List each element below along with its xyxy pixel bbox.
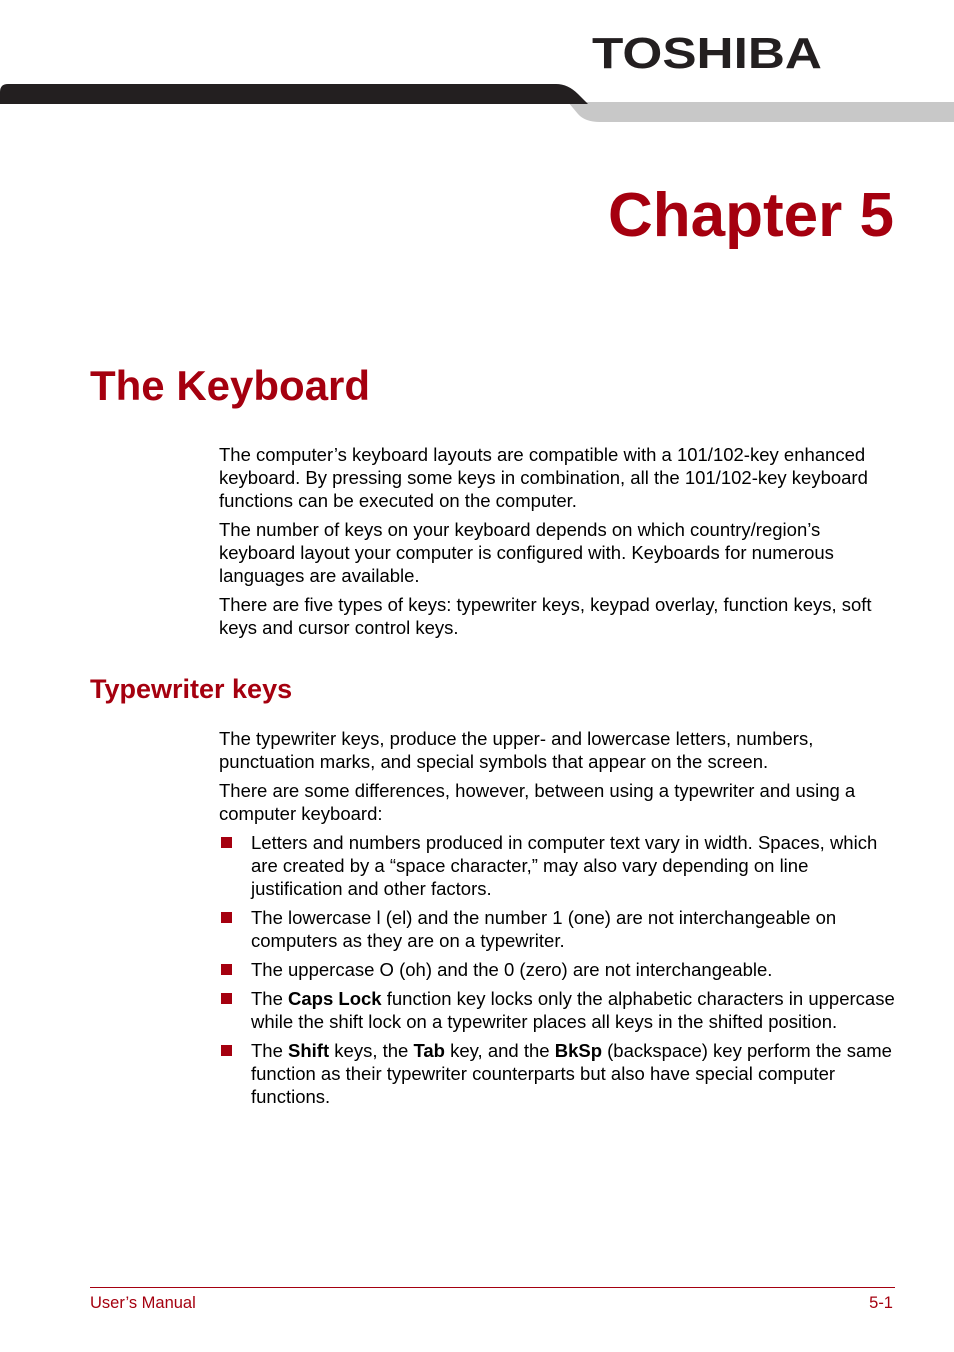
- square-bullet-icon: [221, 837, 232, 848]
- key-name: Caps Lock: [288, 988, 382, 1009]
- list-item: [219, 906, 899, 952]
- footer-page-number: 5-1: [869, 1294, 893, 1312]
- key-name: Shift: [288, 1040, 330, 1061]
- list-item-text-mid: keys, the: [329, 1040, 414, 1061]
- bullet-list: [219, 831, 899, 1108]
- key-name: Tab: [413, 1040, 445, 1061]
- list-item-text: Letters and numbers produced in computer text vary in width. Spaces, which are created by a “space character,” may also vary depending on line justification and other factors.: [251, 832, 878, 899]
- list-item: [219, 987, 899, 1033]
- list-item-text-post: (backspace) key perform the same function as their typewriter counterparts but also have special computer functions.: [251, 1040, 892, 1107]
- list-item: [219, 958, 899, 981]
- square-bullet-icon: [221, 912, 232, 923]
- list-item-text-post: function key locks only the alphabetic characters in uppercase while the shift lock on a typewriter places all keys in the shifted position.: [251, 988, 895, 1032]
- paragraph: The number of keys on your keyboard depends on which country/region’s keyboard layout your computer is configured with. Keyboards for numerous languages are available.: [219, 519, 834, 586]
- list-item-text: The uppercase O (oh) and the 0 (zero) are not interchangeable.: [251, 959, 773, 980]
- paragraph: The typewriter keys, produce the upper- and lowercase letters, numbers, punctuation marks, and special symbols that appear on the screen.: [219, 728, 814, 772]
- footer-manual-title: User’s Manual: [90, 1294, 196, 1312]
- intro-text: [219, 443, 899, 645]
- list-item-text-pre: The: [251, 988, 289, 1009]
- square-bullet-icon: [221, 1045, 232, 1056]
- logo-text: TOSHIBA: [592, 30, 822, 74]
- footer-divider: [90, 1287, 895, 1288]
- list-item-text: The lowercase l (el) and the number 1 (one) are not interchangeable on computers as they are on a typewriter.: [251, 907, 837, 951]
- subsection-title: Typewriter keys: [90, 674, 293, 704]
- header-band: [0, 84, 954, 124]
- paragraph: There are some differences, however, between using a typewriter and using a computer keyboard:: [219, 780, 856, 824]
- list-item-text-mid: key, and the: [445, 1040, 555, 1061]
- header-dark-bar: [0, 84, 588, 104]
- square-bullet-icon: [221, 993, 232, 1004]
- list-item: [219, 831, 899, 900]
- section-title: The Keyboard: [90, 362, 371, 409]
- chapter-title: Chapter 5: [608, 181, 894, 250]
- key-name: BkSp: [554, 1040, 602, 1061]
- list-item-text-pre: The: [251, 1040, 289, 1061]
- header-light-bar: [568, 102, 954, 122]
- toshiba-logo: [592, 30, 824, 74]
- square-bullet-icon: [221, 964, 232, 975]
- typewriter-text: [219, 727, 899, 1114]
- paragraph: The computer’s keyboard layouts are compatible with a 101/102-key enhanced keyboard. By pressing some keys in combination, all the 101/102-key keyboard functions can be executed on the computer.: [219, 444, 868, 511]
- list-item: [219, 1039, 899, 1108]
- paragraph: There are five types of keys: typewriter keys, keypad overlay, function keys, soft keys and cursor control keys.: [219, 594, 872, 638]
